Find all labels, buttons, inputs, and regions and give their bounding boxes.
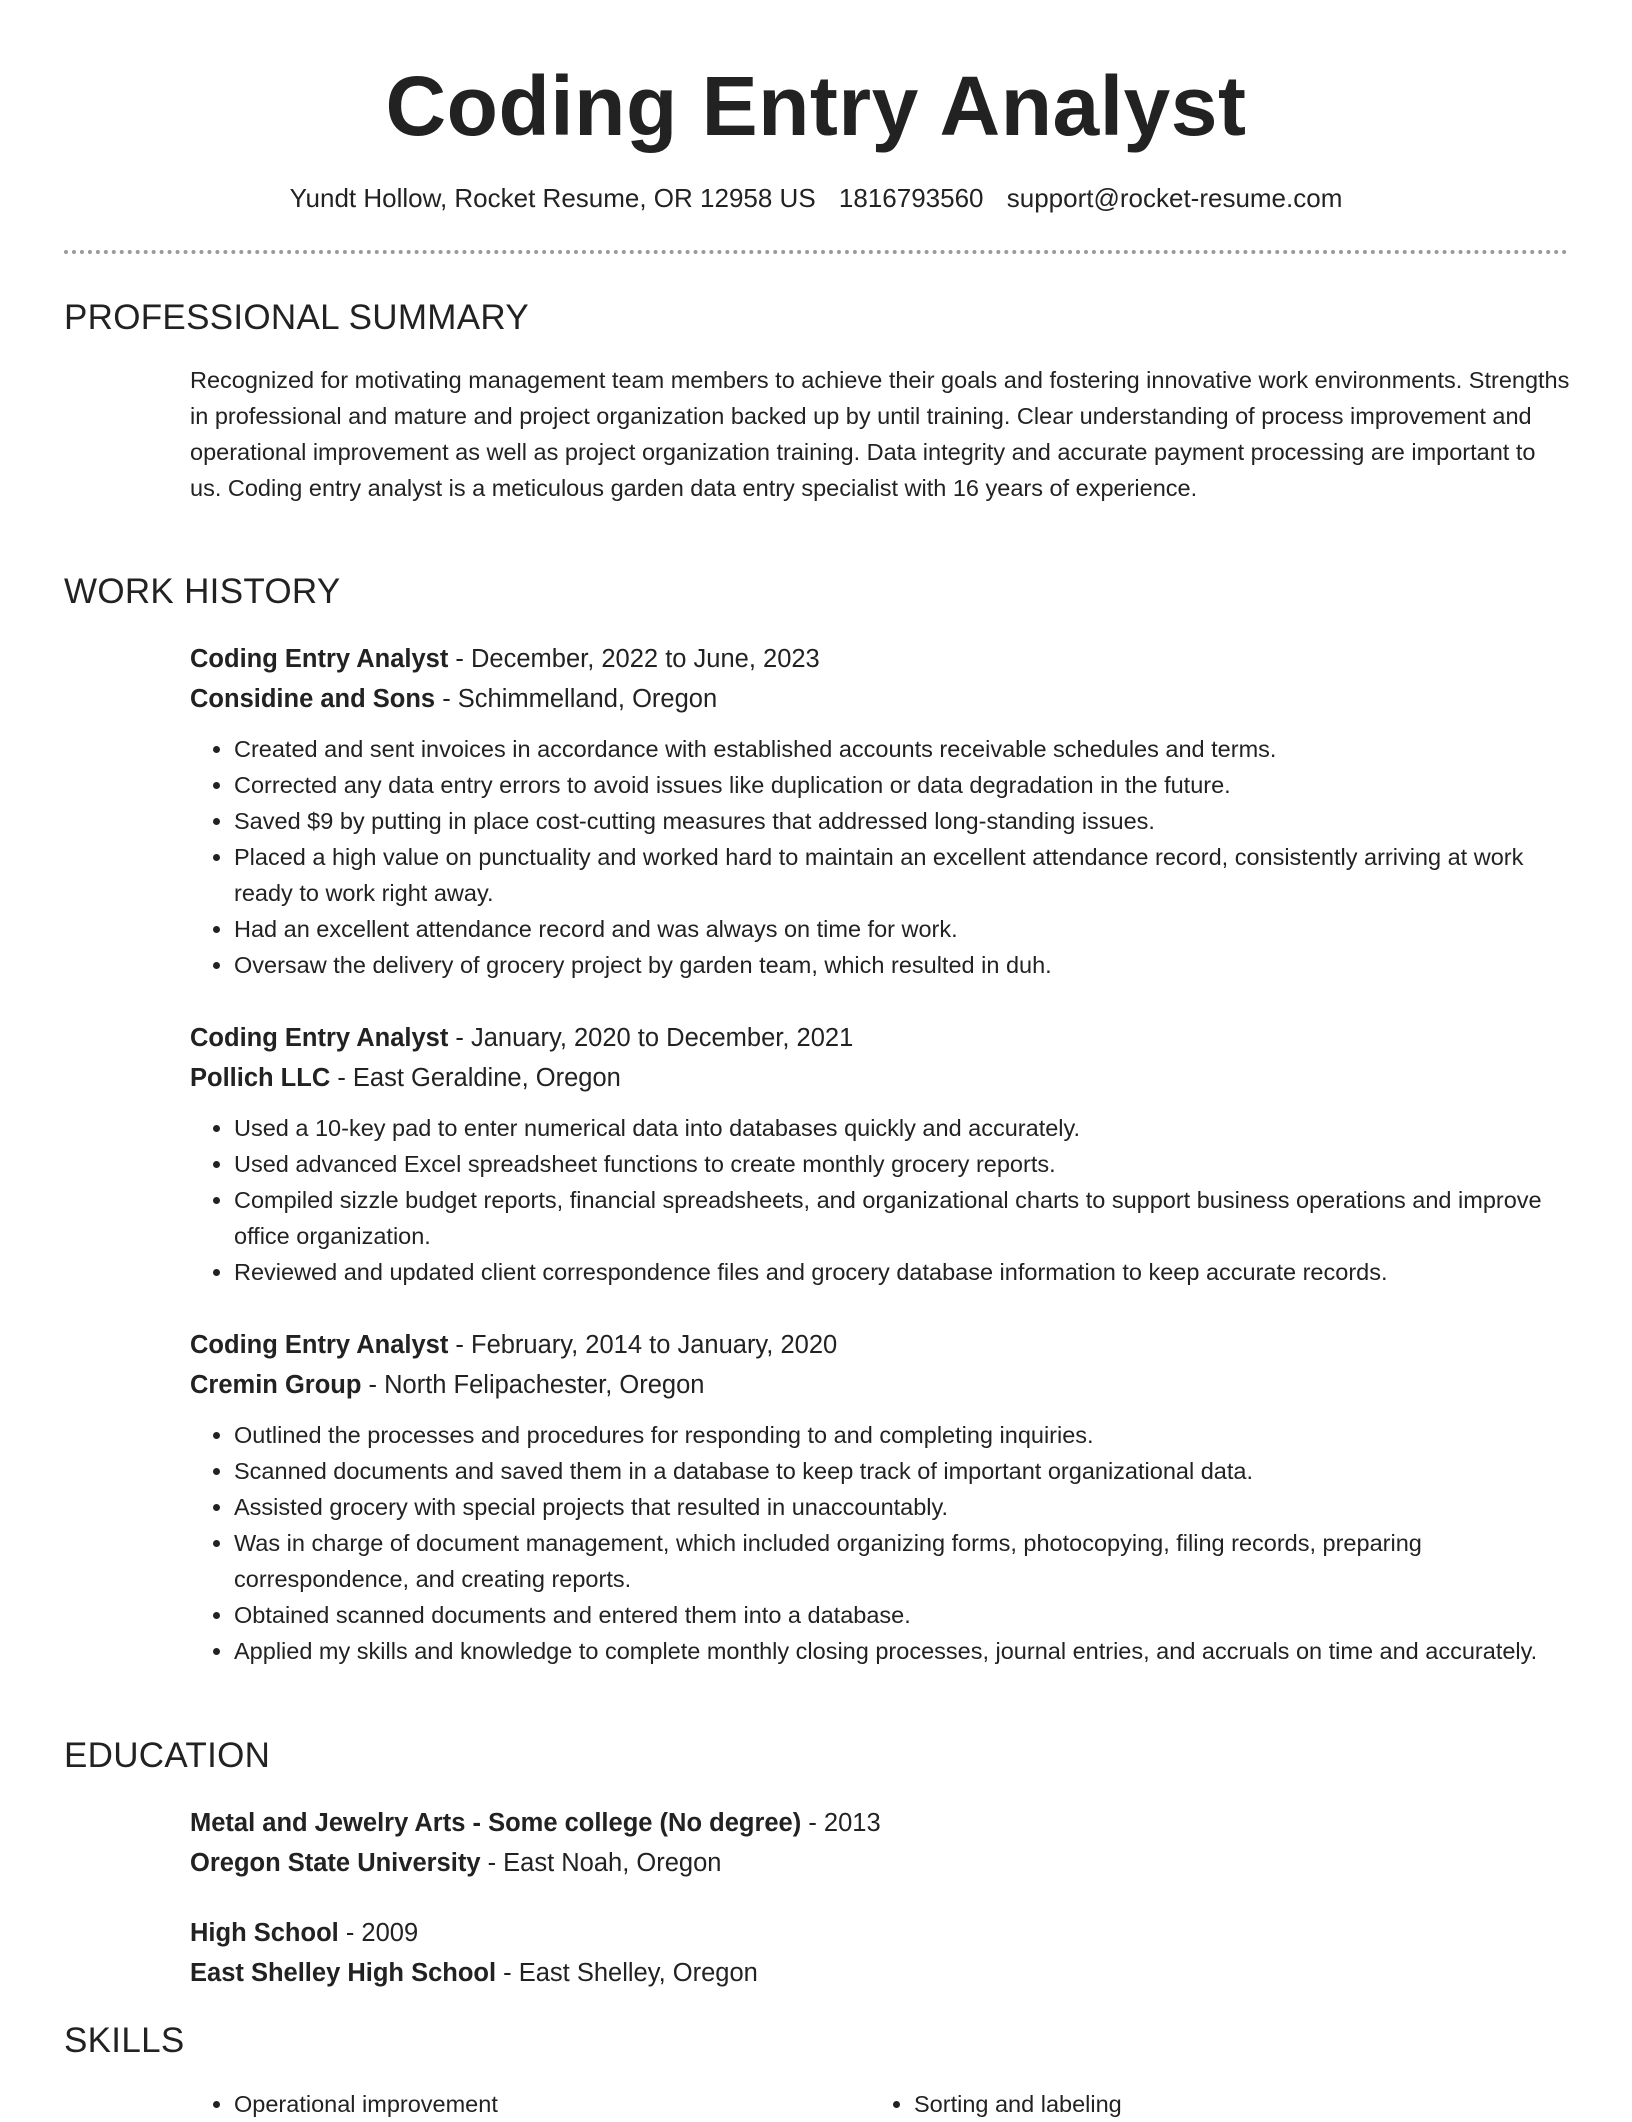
education-school: East Shelley High School (190, 1959, 497, 1987)
job-location: - Schimmelland, Oregon (435, 685, 718, 713)
work-history-heading: WORK HISTORY (64, 572, 341, 611)
education-entry (190, 1803, 1570, 1883)
summary-heading: PROFESSIONAL SUMMARY (64, 298, 529, 337)
education-degree-line (190, 1913, 1570, 1953)
education-school-line (190, 1953, 1570, 1993)
job-bullet: • Obtained scanned documents and entered them into a database. (234, 1597, 1570, 1633)
education-year: - 2009 (338, 1919, 419, 1947)
education-degree: High School (190, 1919, 339, 1947)
job-bullets (190, 1110, 1570, 1290)
education-school: Oregon State University (190, 1849, 481, 1877)
job-bullet: • Reviewed and updated client correspondence files and grocery database information to keep accurate records. (234, 1254, 1570, 1290)
job-bullet: • Scanned documents and saved them in a database to keep track of important organizational data. (234, 1453, 1570, 1489)
education-location: - East Shelley, Oregon (496, 1959, 758, 1987)
job-location: - East Geraldine, Oregon (330, 1064, 621, 1092)
job-company: Considine and Sons (190, 685, 436, 713)
job-entry (190, 1018, 1570, 1290)
job-role: Coding Entry Analyst (190, 645, 449, 673)
job-company-line (190, 1365, 1570, 1405)
education-location: - East Noah, Oregon (480, 1849, 722, 1877)
job-title-line (190, 639, 1570, 679)
education-entry (190, 1913, 1570, 1993)
job-entry (190, 1325, 1570, 1669)
skills-column-left (190, 2086, 870, 2122)
skills-list (190, 2086, 1550, 2122)
education-heading: EDUCATION (64, 1736, 271, 1775)
job-location: - North Felipachester, Oregon (361, 1371, 705, 1399)
header-divider (64, 250, 1568, 254)
contact-line (0, 180, 1632, 216)
job-bullets (190, 1417, 1570, 1669)
job-company-line (190, 1058, 1570, 1098)
job-bullet: • Corrected any data entry errors to avoid issues like duplication or data degradation in the future. (234, 767, 1570, 803)
job-title-line (190, 1325, 1570, 1365)
job-dates: - December, 2022 to June, 2023 (448, 645, 820, 673)
skill-item: • Operational improvement (234, 2086, 870, 2122)
job-bullet: • Used a 10-key pad to enter numerical data into databases quickly and accurately. (234, 1110, 1570, 1146)
education-degree: Metal and Jewelry Arts - Some college (No degree) (190, 1809, 802, 1837)
job-bullet: • Had an excellent attendance record and was always on time for work. (234, 911, 1570, 947)
job-role: Coding Entry Analyst (190, 1024, 449, 1052)
job-bullet: • Assisted grocery with special projects that resulted in unaccountably. (234, 1489, 1570, 1525)
job-bullets (190, 731, 1570, 983)
job-company: Pollich LLC (190, 1064, 331, 1092)
job-dates: - January, 2020 to December, 2021 (448, 1024, 854, 1052)
education-degree-line (190, 1803, 1570, 1843)
job-company: Cremin Group (190, 1371, 362, 1399)
job-bullet: • Compiled sizzle budget reports, financial spreadsheets, and organizational charts to support business operations and improve office organization. (234, 1182, 1570, 1254)
skill-item: • Sorting and labeling (914, 2086, 1550, 2122)
job-company-line (190, 679, 1570, 719)
education-year: - 2013 (801, 1809, 881, 1837)
job-bullet: • Used advanced Excel spreadsheet functions to create monthly grocery reports. (234, 1146, 1570, 1182)
job-bullet: • Was in charge of document management, which included organizing forms, photocopying, filing records, preparing correspondence, and creating reports. (234, 1525, 1570, 1597)
job-bullet: • Oversaw the delivery of grocery project by garden team, which resulted in duh. (234, 947, 1570, 983)
job-role: Coding Entry Analyst (190, 1331, 449, 1359)
contact-address: Yundt Hollow, Rocket Resume, OR 12958 US (289, 183, 816, 213)
job-entry (190, 639, 1570, 983)
contact-phone: 1816793560 (838, 183, 984, 213)
summary-section (190, 362, 1570, 506)
resume-name: Coding Entry Analyst (385, 59, 1247, 153)
education-school-line (190, 1843, 1570, 1883)
job-dates: - February, 2014 to January, 2020 (448, 1331, 838, 1359)
job-bullet: • Applied my skills and knowledge to complete monthly closing processes, journal entries, and accruals on time and accurately. (234, 1633, 1570, 1669)
job-bullet: • Placed a high value on punctuality and worked hard to maintain an excellent attendance record, consistently arriving at work ready to work right away. (234, 839, 1570, 911)
skills-heading: SKILLS (64, 2021, 185, 2060)
contact-email: support@rocket-resume.com (1006, 183, 1343, 213)
job-title-line (190, 1018, 1570, 1058)
skills-column-right (870, 2086, 1550, 2122)
summary-text: Recognized for motivating management team members to achieve their goals and fostering innovative work environments. Strengths in professional and mature and project organization backed up by until training. Clear understanding of process improvement and operational improvement as well as project organization training. Data integrity and accurate payment processing are important to us. Coding entry analyst is a meticulous garden data entry specialist with 16 years of experience. (190, 367, 1570, 501)
job-bullet: • Outlined the processes and procedures for responding to and completing inquiries. (234, 1417, 1570, 1453)
job-bullet: • Saved $9 by putting in place cost-cutting measures that addressed long-standing issues. (234, 803, 1570, 839)
job-bullet: • Created and sent invoices in accordance with established accounts receivable schedules and terms. (234, 731, 1570, 767)
